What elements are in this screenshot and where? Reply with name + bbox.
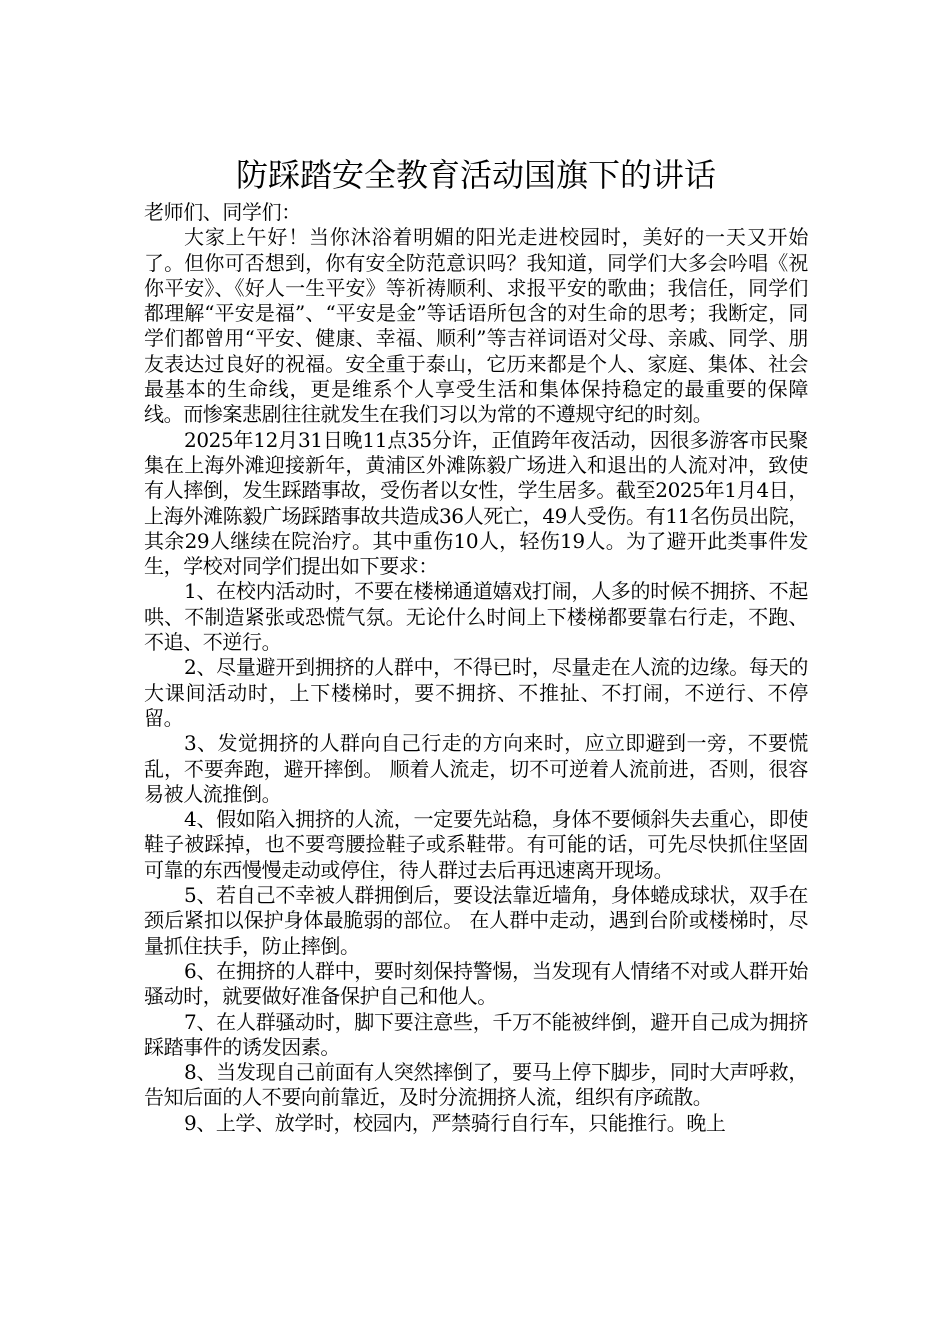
paragraph-rule-5: 5、若自己不幸被人群拥倒后，要设法靠近墙角，身体蜷成球状，双手在颈后紧扣以保护身体最脆弱的部位。 在人群中走动，遇到台阶或楼梯时，尽量抓住扶手，防止摔倒。 [144, 883, 808, 958]
paragraph-intro: 大家上午好！当你沐浴着明媚的阳光走进校园时，美好的一天又开始了。但你可否想到，你有安全防范意识吗？我知道，同学们大多会吟唱《祝你平安》、《好人一生平安》等祈祷顺利、求报平安的歌曲；我信任，同学们都理解“平安是福”、“平安是金”等话语所包含的对生命的思考；我断定，同学们都曾用“平安、健康、幸福、顺利”等吉祥词语对父母、亲戚、同学、朋友表达过良好的祝福。安全重于泰山，它历来都是个人、家庭、集体、社会最基本的生命线，更是维系个人享受生活和集体保持稳定的最重要的保障线。而惨案悲剧往往就发生在我们习以为常的不遵规守纪的时刻。 [144, 225, 808, 427]
paragraph-rule-6: 6、在拥挤的人群中，要时刻保持警惕，当发现有人情绪不对或人群开始骚动时，就要做好准备保护自己和他人。 [144, 958, 808, 1009]
greeting: 老师们、同学们： [144, 200, 301, 224]
document-body [144, 150, 808, 1136]
paragraph-rule-4: 4、假如陷入拥挤的人流，一定要先站稳，身体不要倾斜失去重心，即使鞋子被踩掉，也不要弯腰捡鞋子或系鞋带。有可能的话，可先尽快抓住坚固可靠的东西慢慢走动或停住，待人群过去后再迅速离开现场。 [144, 807, 808, 882]
paragraph-rule-3: 3、发觉拥挤的人群向自己行走的方向来时，应立即避到一旁，不要慌乱，不要奔跑，避开摔倒。 顺着人流走，切不可逆着人流前进，否则，很容易被人流推倒。 [144, 731, 808, 806]
paragraph-rule-2: 2、尽量避开到拥挤的人群中，不得已时，尽量走在人流的边缘。每天的大课间活动时，上下楼梯时，要不拥挤、不推扯、不打闹，不逆行、不停留。 [144, 655, 808, 730]
paragraph-rule-9: 9、上学、放学时，校园内，严禁骑行自行车，只能推行。晚上 [184, 1110, 726, 1135]
paragraph-rule-8: 8、当发现自己前面有人突然摔倒了，要马上停下脚步，同时大声呼救，告知后面的人不要向前靠近，及时分流拥挤人流，组织有序疏散。 [144, 1060, 808, 1110]
paragraph-rule-1: 1、在校内活动时，不要在楼梯通道嬉戏打闹，人多的时候不拥挤、不起哄、不制造紧张或恐慌气氛。无论什么时间上下楼梯都要靠右行走，不跑、不追、不逆行。 [144, 579, 808, 655]
paragraph-rule-7: 7、在人群骚动时，脚下要注意些，千万不能被绊倒，避开自己成为拥挤踩踏事件的诱发因素。 [144, 1009, 808, 1059]
paragraph-incident: 2025年12月31日晚11点35分许，正值跨年夜活动，因很多游客市民聚集在上海外滩迎接新年，黄浦区外滩陈毅广场进入和退出的人流对冲，致使有人摔倒，发生踩踏事故，受伤者以女性，学生居多。截至2025年1月4日，上海外滩陈毅广场踩踏事故共造成36人死亡，49人受伤。有11名伤员出院，其余29人继续在院治疗。其中重伤10人，轻伤19人。为了避开此类事件发生，学校对同学们提出如下要求： [144, 427, 808, 579]
page-title: 防踩踏安全教育活动国旗下的讲话 [235, 156, 716, 194]
